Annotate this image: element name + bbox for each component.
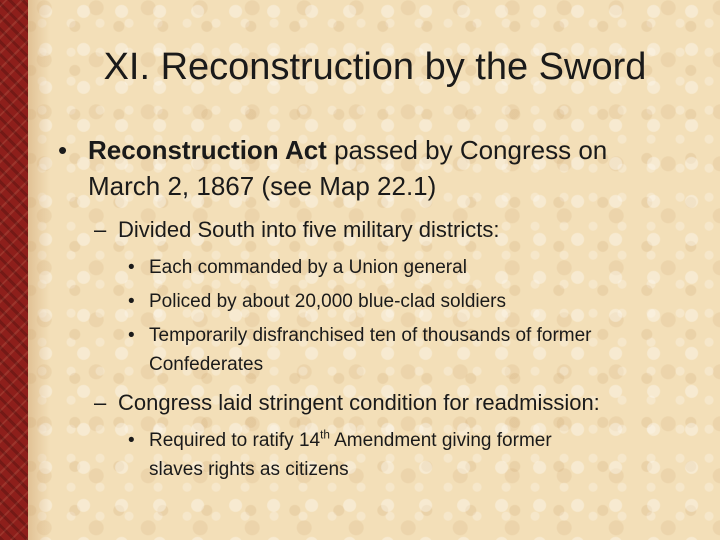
dash-marker: – (94, 217, 107, 242)
item-text: Policed by about 20,000 blue-clad soldiers (149, 291, 507, 312)
bold-term: Reconstruction Act (88, 135, 327, 165)
item-text (149, 321, 698, 379)
ordinal-superscript: th (320, 428, 330, 442)
bullet-marker: • (128, 291, 135, 312)
subbullet-readmission (94, 388, 704, 418)
bullet-text (88, 132, 698, 204)
bullet-text-line1: passed by Congress on (326, 135, 608, 165)
subbullet-text: Divided South into five military districts: (118, 217, 500, 242)
bullet-marker: • (128, 257, 135, 278)
bullet-reconstruction-act (58, 132, 698, 204)
item-text-line2: slaves rights as citizens (149, 459, 349, 480)
item-text (149, 426, 698, 484)
item-disfranchised (128, 321, 698, 379)
bullet-marker: • (58, 135, 68, 165)
decorative-left-border (0, 0, 28, 540)
bullet-marker: • (128, 430, 135, 451)
item-14th-amendment (128, 426, 698, 484)
item-text: Each commanded by a Union general (149, 257, 467, 278)
item-blue-clad-soldiers (128, 287, 698, 316)
item-text-before: Required to ratify 14 (149, 430, 321, 451)
bullet-marker: • (128, 325, 135, 346)
decorative-edge-shading (28, 0, 50, 540)
item-union-general (128, 253, 698, 282)
item-text-line2: Confederates (149, 354, 264, 375)
bullet-text-line2: March 2, 1867 (see Map 22.1) (88, 171, 437, 201)
item-text-line1: Temporarily disfranchised ten of thousands of former (149, 325, 592, 346)
subbullet-text: Congress laid stringent condition for readmission: (118, 390, 600, 415)
item-text-after: Amendment giving former (329, 430, 552, 451)
slide-title: XI. Reconstruction by the Sword (103, 46, 647, 88)
subbullet-military-districts (94, 215, 694, 245)
dash-marker: – (94, 390, 107, 415)
